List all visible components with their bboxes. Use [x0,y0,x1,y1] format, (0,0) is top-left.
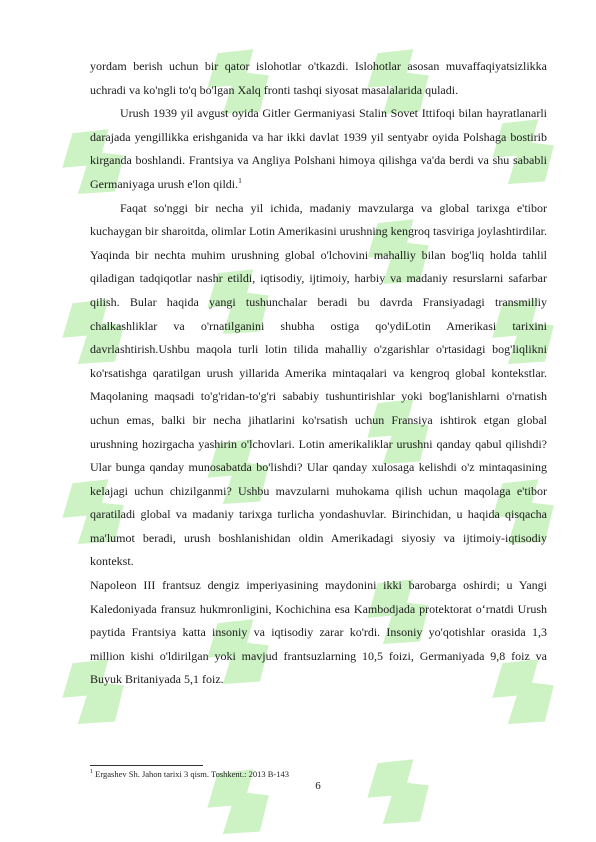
paragraph-1-text: yordam berish uchun bir qator islohotlar o'tkazdi. Islohotlar asosan muvaffaqiyatsizlikka uchradi va ko'ngli to'q bo'lgan Xalq fronti tashqi siyosat masalalarida quladi. [90,59,547,97]
paragraph-3 [90,197,547,575]
paragraph-3-text: Faqat so'nggi bir necha yil ichida, madaniy mavzularga va global tarixga e'tibor kuchaygan bir sharoitda, olimlar Lotin Amerikasini urushning kengroq tasviriga joylashtirdilar. Yaqinda bir nechta muhim urushning global o'lchovini mahalliy bilan bog'liq holda tahlil qiladigan tadqiqotlar nashr etildi, iqtisodiy, ijtimoiy, harbiy va madaniy resurslarni safarbar qilish. Bular haqida yangi tushunchalar beradi bu davrda Fransiyadagi transmilliy chalkashliklar va o'rnatilganini shubha ostiga qo'ydiLotin Amerikasi tarixini davrlashtirish.Ushbu maqola turli lotin tilida mahalliy o'zgarishlar o'rtasidagi bog'liqlikni ko'rsatishga qaratilgan urush yillarida Amerika mintaqalari va kengroq global kontekstlar. Maqolaning maqsadi to'g'ridan-to'g'ri sababiy tushuntirishlar yoki bog'lanishlarni o'rnatish uchun emas, balki bir necha jihatlarini ko'rsatish uchun Fransiya ishtirok etgan global urushning hozirgacha yashirin o'lchovlari. Lotin amerikaliklar urushni qanday qabul qilishdi? Ular bunga qanday munosabatda bo'lishdi? Ular qanday xulosaga kelishdi o'z mintaqasining kelajagi uchun chizilganmi? Ushbu mavzularni muhokama qilish uchun maqolaga e'tibor qaratiladi global va madaniy tarixga turlicha yondashuvlar. Birinchidan, u haqida qisqacha ma'lumot beradi, urush boshlanishidan oldin Amerikadagi siyosiy va ijtimoiy-iqtisodiy kontekst. [90,200,547,569]
footnote-reference[interactable]: 1 [238,175,242,185]
page-number: 6 [315,780,321,792]
body-text [90,55,547,692]
paragraph-2-text: Urush 1939 yil avgust oyida Gitler Germaniyasi Stalin Sovet Ittifoqi bilan hayratlanarli darajada yengillikka erishganida va har ikki davlat 1939 yil sentyabr oyida Polshaga bostirib kirganda boshlandi. Frantsiya va Angliya Polshani himoya qilishga va'da berdi va shu sababli Germaniyaga urush e'lon qildi. [90,106,547,191]
watermark-mark [351,744,447,841]
footnote-number: 1 [90,769,93,775]
paragraph-2 [90,102,547,196]
footnote [90,767,289,780]
paragraph-1 [90,55,547,102]
paragraph-4 [90,574,547,692]
paragraph-4-text: Napoleon III frantsuz dengiz imperiyasining maydonini ikki barobarga oshirdi; u Yangi Kaledoniyada fransuz hukmronligini, Kochichina esa Kambodjada protektorat o‘rnatdi Urush paytida Frantsiya katta insoniy va iqtisodiy zarar ko'rdi. Insoniy yo'qotishlar orasida 1,3 million kishi o'ldirilgan yoki mavjud frantsuzlarning 10,5 foizi, Germaniyada 9,8 foiz va Buyuk Britaniyada 5,1 foiz. [90,578,547,687]
footnote-text: Ergashev Sh. Jahon tarixi 3 qism. Toshkent.: 2013 B-143 [95,768,289,779]
footnote-divider [90,765,203,766]
